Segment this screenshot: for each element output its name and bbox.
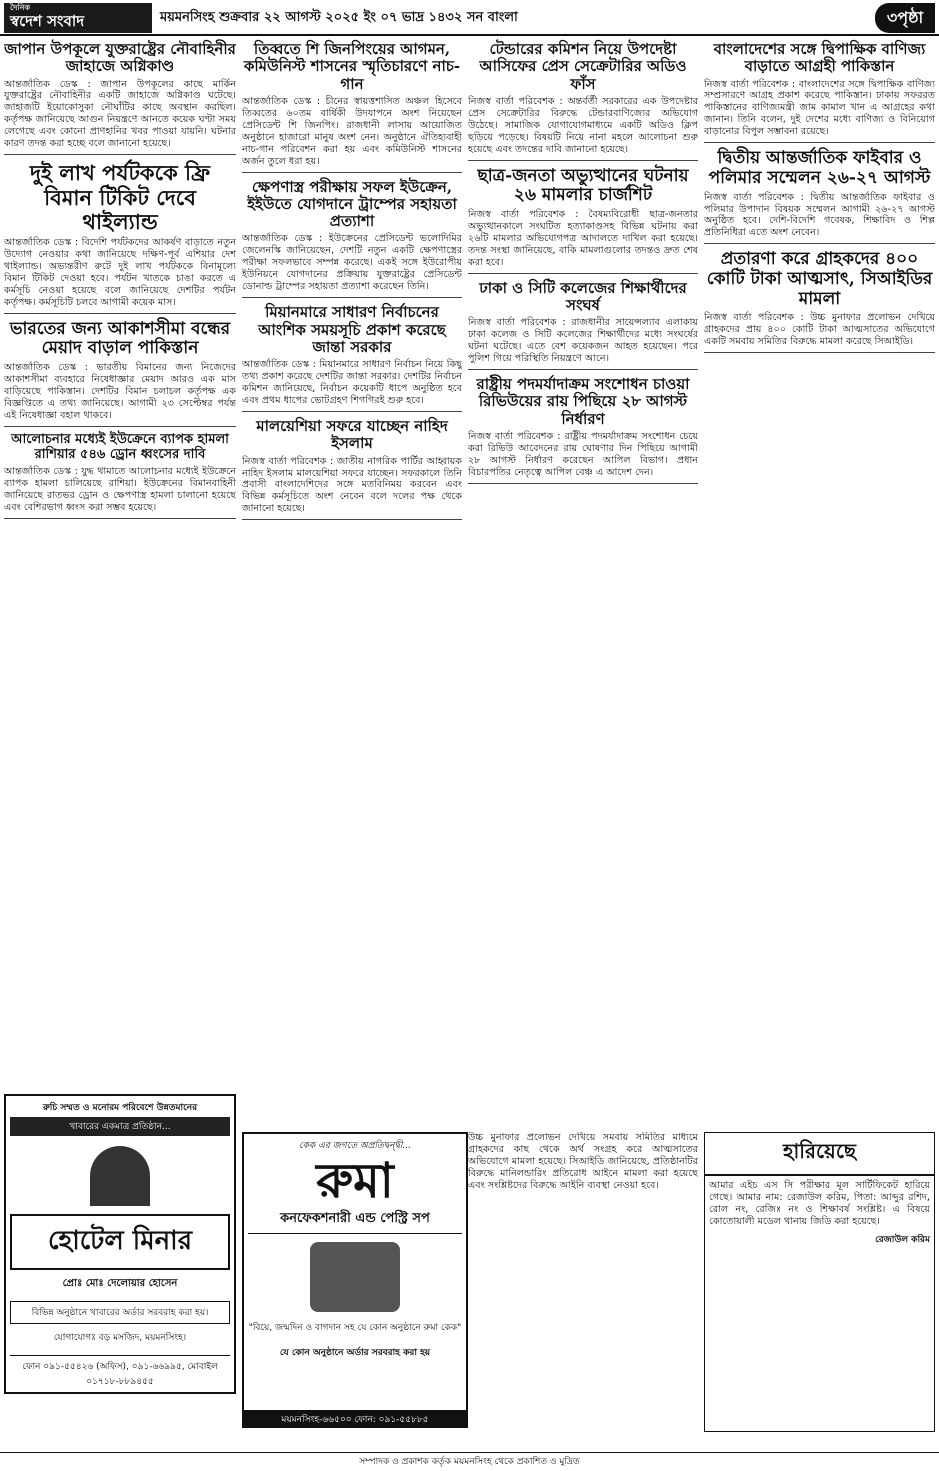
article[interactable]: [704, 38, 935, 143]
masthead: [0, 0, 939, 36]
article[interactable]: [468, 277, 698, 370]
headline: বাংলাদেশের সঙ্গে দ্বিপাক্ষিক বাণিজ্য বাড়াতে আগ্রহী পাকিস্তান: [713, 40, 926, 76]
hotel-name: হোটেল মিনার: [10, 1214, 230, 1270]
ad-address: যোগাযোগঃ বড় মসজিদ, ময়মনসিংহ।: [53, 1333, 187, 1343]
article[interactable]: [4, 158, 236, 313]
cake-image: [310, 1242, 400, 1312]
lost-signature: রেজাউল করিম: [875, 1234, 930, 1245]
article[interactable]: [242, 301, 462, 412]
hotel-advertisement[interactable]: [4, 1094, 236, 1394]
article-body: নিজস্ব বার্তা পরিবেশক : রাষ্ট্রীয় পদমর্যাদাক্রম সংশোধন চেয়ে করা রিভিউ আবেদনের রায় ঘোষণার দিন পিছিয়ে আগামী ২৮ আগস্ট নির্ধারণ করেছেন আপিল বিভাগ। প্রধান বিচারপতির নেতৃত্বে আপিল বেঞ্চ এ আদেশ দেন।: [468, 430, 698, 478]
article[interactable]: [468, 164, 698, 274]
newspaper-logo: [4, 3, 152, 33]
article-body: আন্তর্জাতিক ডেস্ক : ভারতীয় বিমানের জন্য নিজেদের আকাশসীমা ব্যবহারে নিষেধাজ্ঞার মেয়াদ আরও এক মাস বাড়িয়েছে পাকিস্তান। দেশটির বিমান চলাচল কর্তৃপক্ষ এক বিজ্ঞপ্তিতে এ তথ্য জানিয়েছে। আগামী ২৩ সেপ্টেম্বর পর্যন্ত এই নিষেধাজ্ঞা বহাল থাকবে।: [4, 361, 236, 421]
date-line: ময়মনসিংহ শুক্রবার ২২ আগস্ট ২০২৫ ইং ০৭ ভাদ্র ১৪৩২ সন বাংলা: [160, 10, 518, 25]
headline: টেন্ডারের কমিশন নিয়ে উপদেষ্টা আসিফের প্রেস সেক্রেটারির অডিও ফাঁস: [479, 40, 687, 93]
headline: মালয়েশিয়া সফরে যাচ্ছেন নাহিদ ইসলাম: [256, 417, 448, 453]
headline: আলোচনার মধ্যেই ইউক্রেনে ব্যাপক হামলা রাশিয়ার ৫৪৬ ড্রোন ধ্বংসের দাবি: [11, 431, 229, 462]
continued-article: [468, 1132, 698, 1462]
column-1: [4, 38, 236, 1090]
article[interactable]: [4, 317, 236, 427]
article-body: উচ্চ মুনাফার প্রলোভন দেখিয়ে সমবায় সমিতির মাধ্যমে গ্রাহকদের কাছ থেকে অর্থ সংগ্রহ করে আত্মসাতের অভিযোগে মামলা হয়েছে। সিআইডি জানিয়েছে, প্রতিষ্ঠানটির বিরুদ্ধে মানিলন্ডারিং প্রতিরোধ আইনে মামলা করা হয়েছে এবং সংশ্লিষ্টদের বিরুদ্ধে আইনি ব্যবস্থা নেওয়া হবে।: [468, 1132, 698, 1191]
headline: দুই লাখ পর্যটককে ফ্রি বিমান টিকিট দেবে থাইল্যান্ড: [30, 160, 210, 234]
article-body: আন্তর্জাতিক ডেস্ক : জাপান উপকূলের কাছে মার্কিন যুক্তরাষ্ট্রের নৌবাহিনীর একটি জাহাজে অগ্নিকাণ্ড ঘটেছে। জাহাজটি ইয়োকোসুকা নৌঘাঁটির কাছে অবস্থান করছিল। কর্তৃপক্ষ জানিয়েছে আগুন নিয়ন্ত্রণে আনতে কয়েক ঘণ্টা সময় লেগেছে এবং কোনো প্রাণহানির খবর পাওয়া যায়নি। ঘটনার কারণ তদন্ত করা হচ্ছে বলে জানানো হয়েছে।: [4, 78, 236, 150]
headline: ক্ষেপণাস্ত্র পরীক্ষায় সফল ইউক্রেন, ইইউতে যোগদানে ট্রাম্পের সহায়তা প্রত্যাশা: [247, 177, 457, 231]
column-4: [704, 38, 935, 1128]
shop-name: কনফেকশনারী এন্ড পেস্ট্রি সপ: [248, 1209, 462, 1234]
proprietor: প্রোঃ মোঃ দেলোয়ার হোসেন: [62, 1278, 178, 1289]
ad-phone: ফোন ০৯১-৫৫৪২৬ (অফিস), ০৯১-৬৬৯৯৫, মোবাইল ০১৭১৮-৮৮৯৪৫৫: [10, 1355, 230, 1389]
ad-tagline: কেক এর জগতে অপ্রতিদ্বন্দ্বী...: [298, 1141, 411, 1151]
ad-quote: "বিয়ে, জন্মদিন ও বাগদান সহ যে কোন অনুষ্ঠানে রুমা কেক": [248, 1323, 462, 1333]
article-body: আন্তর্জাতিক ডেস্ক : ইউক্রেনের প্রেসিডেন্ট ভলোদিমির জেলেনস্কি জানিয়েছেন, দেশটি নতুন একটি ক্ষেপণাস্ত্রের পরীক্ষা সফলভাবে সম্পন্ন করেছে। একই সঙ্গে ইউরোপীয় ইউনিয়নে যোগদানের প্রক্রিয়ায় যুক্তরাষ্ট্রের প্রেসিডেন্ট ডোনাল্ড ট্রাম্পের সহায়তা প্রত্যাশা করেছেন তিনি।: [242, 233, 462, 293]
article[interactable]: [704, 146, 935, 244]
article[interactable]: [242, 415, 462, 520]
article-body: আন্তর্জাতিক ডেস্ক : যুদ্ধ থামাতে আলোচনার মধ্যেই ইউক্রেনে ব্যাপক হামলা চালিয়েছে রাশিয়া। ইউক্রেনের বিমানবাহিনী জানিয়েছে রাতভর ড্রোন ও ক্ষেপণাস্ত্র হামলা চালানো হয়েছে এবং বেশিরভাগ ধ্বংস করা সম্ভব হয়েছে।: [4, 465, 236, 513]
article[interactable]: [468, 38, 698, 161]
mosque-dome-icon: [90, 1146, 150, 1206]
article[interactable]: [4, 38, 236, 155]
lost-notice[interactable]: [704, 1132, 935, 1432]
article-body: নিজস্ব বার্তা পরিবেশক : রাজধানীর সায়েন্সল্যাব এলাকায় ঢাকা কলেজ ও সিটি কলেজের শিক্ষার্থীদের মধ্যে সংঘর্ষের ঘটনা ঘটেছে। এতে বেশ কয়েকজন আহত হয়েছেন। পরে পুলিশ গিয়ে পরিস্থিতি নিয়ন্ত্রণে আনে।: [468, 317, 698, 365]
headline: জাপান উপকূলে যুক্তরাষ্ট্রের নৌবাহিনীর জাহাজে অগ্নিকাণ্ড: [4, 40, 236, 76]
headline: রাষ্ট্রীয় পদমর্যাদাক্রম সংশোধন চাওয়া রিভিউয়ের রায় পিছিয়ে ২৮ আগস্ট নির্ধারণ: [476, 375, 690, 428]
article-body: নিজস্ব বার্তা পরিবেশক : বৈষম্যবিরোধী ছাত্র-জনতার অভ্যুত্থানকালে সংঘটিত হত্যাকাণ্ডসহ বিভিন্ন ঘটনায় করা ২৬টি মামলার অভিযোগপত্র আদালতে দাখিল করা হয়েছে। তদন্ত সংস্থা জানিয়েছে, বাকি মামলাগুলোর তদন্তও দ্রুত শেষ করা হবে।: [468, 208, 698, 268]
footer: সম্পাদক ও প্রকাশক কর্তৃক ময়মনসিংহ থেকে প্রকাশিত ও মুদ্রিত: [0, 1452, 939, 1470]
ad-contact-strip: ময়মনসিংহ-৬৬৫০০ ফোন: ০৯১-৫৫৮৮৫: [242, 1412, 468, 1428]
lost-body: আমার এইচ এস সি পরীক্ষার মূল সার্টিফিকেট হারিয়ে গেছে। আমার নাম: রেজাউল করিম, পিতা: আব্দুর রশিদ, রোল নং, রেজিঃ নং ও শিক্ষাবর্ষ সংশ্লিষ্ট। এ বিষয়ে কোতোয়ালী মডেল থানায় জিডি করা হয়েছে।: [709, 1180, 930, 1227]
article-body: নিজস্ব বার্তা পরিবেশক : অন্তর্বর্তী সরকারের এক উপদেষ্টার প্রেস সেক্রেটারির বিরুদ্ধে টেন্ডারবাণিজ্যের অভিযোগ উঠেছে। সামাজিক যোগাযোগমাধ্যমে একটি অডিও ক্লিপ ছড়িয়ে পড়েছে। বিষয়টি নিয়ে নানা মহলে আলোচনা শুরু হয়েছে এবং তদন্তের দাবি জানানো হয়েছে।: [468, 95, 698, 155]
headline: দ্বিতীয় আন্তর্জাতিক ফাইবার ও পলিমার সম্মেলন ২৬-২৭ আগস্ট: [708, 148, 931, 188]
headline: ভারতের জন্য আকাশসীমা বন্ধের মেয়াদ বাড়াল পাকিস্তান: [9, 318, 231, 359]
article-body: নিজস্ব বার্তা পরিবেশক : জাতীয় নাগরিক পার্টির আহ্বায়ক নাহিদ ইসলাম মালয়েশিয়া সফরে যাচ্ছেন। সফরকালে তিনি প্রবাসী বাংলাদেশিদের সঙ্গে মতবিনিময় করবেন এবং বিভিন্ন কর্মসূচিতে অংশ নেবেন বলে দলের পক্ষ থেকে জানানো হয়েছে।: [242, 455, 462, 515]
logo-small: দৈনিক: [10, 2, 31, 12]
article[interactable]: [242, 38, 462, 173]
headline: ছাত্র-জনতা অভ্যুত্থানের ঘটনায় ২৬ মামলার চার্জশিট: [477, 165, 689, 206]
column-3: [468, 38, 698, 1128]
ad-note: বিভিন্ন অনুষ্ঠানে খাবারের অর্ডার সরবরাহ করা হয়।: [10, 1301, 230, 1324]
headline: ঢাকা ও সিটি কলেজের শিক্ষার্থীদের সংঘর্ষ: [479, 278, 687, 314]
page-number: ৩পৃষ্ঠা: [875, 3, 935, 33]
ruma-advertisement[interactable]: [242, 1132, 468, 1412]
headline: মিয়ানমারে সাধারণ নির্বাচনের আংশিক সময়সূচি প্রকাশ করেছে জান্তা সরকার: [258, 303, 446, 356]
article-body: নিজস্ব বার্তা পরিবেশক : উচ্চ মুনাফার প্রলোভন দেখিয়ে গ্রাহকদের প্রায় ৪০০ কোটি টাকা আত্মসাতের অভিযোগে একটি সমবায় সমিতির বিরুদ্ধে মামলা করেছে সিআইডি।: [704, 312, 935, 348]
logo-text: স্বদেশ সংবাদ: [10, 12, 85, 30]
article[interactable]: [468, 373, 698, 484]
article[interactable]: [242, 176, 462, 299]
column-2: [242, 38, 462, 1128]
article[interactable]: [704, 247, 935, 353]
ad-tagline-2: খাবারের একমাত্র প্রতিষ্ঠান...: [10, 1117, 230, 1136]
headline: প্রতারণা করে গ্রাহকদের ৪০০ কোটি টাকা আত্মসাৎ, সিআইডির মামলা: [706, 249, 933, 309]
lost-title: হারিয়েছে: [705, 1133, 934, 1176]
article-body: নিজস্ব বার্তা পরিবেশক : বাংলাদেশের সঙ্গে দ্বিপাক্ষিক বাণিজ্য সম্প্রসারণে আগ্রহ প্রকাশ করেছে পাকিস্তান। ঢাকায় সফররত পাকিস্তানের বাণিজ্যমন্ত্রী জাম কামাল খান এ আগ্রহের কথা জানান। তিনি বলেন, দুই দেশের মধ্যে বাণিজ্য ও বিনিয়োগ বাড়ানোর বিপুল সম্ভাবনা রয়েছে।: [704, 78, 935, 138]
ad-order-note: যে কোন অনুষ্ঠানে অর্ডার সরবরাহ করা হয়: [279, 1348, 431, 1358]
article[interactable]: [4, 430, 236, 519]
article-body: আন্তর্জাতিক ডেস্ক : মিয়ানমারে সাধারণ নির্বাচন নিয়ে কিছু তথ্য প্রকাশ করেছে দেশটির জান্তা সরকার। দেশটির নির্বাচন কমিশন জানিয়েছে, নির্বাচন কয়েকটি ধাপে অনুষ্ঠিত হবে এবং প্রথম ধাপের ভোটগ্রহণ শিগগিরই শুরু হবে।: [242, 359, 462, 407]
article-body: আন্তর্জাতিক ডেস্ক : চীনের স্বায়ত্তশাসিত অঞ্চল হিসেবে তিব্বতের ৬০তম বার্ষিকী উদযাপনে অংশ নিয়েছেন প্রেসিডেন্ট শি জিনপিং। রাজধানী লাসায় আয়োজিত অনুষ্ঠানে হাজারো মানুষ অংশ নেন। অনুষ্ঠানে ঐতিহ্যবাহী নাচ-গান পরিবেশন করা হয় এবং কমিউনিস্ট শাসনের অর্জন তুলে ধরা হয়।: [242, 95, 462, 167]
headline: তিব্বতে শি জিনপিংয়ের আগমন, কমিউনিস্ট শাসনের স্মৃতিচারণে নাচ-গান: [243, 40, 461, 93]
article-body: নিজস্ব বার্তা পরিবেশক : দ্বিতীয় আন্তর্জাতিক ফাইবার ও পলিমার উপাদান বিষয়ক সম্মেলন আগামী ২৬-২৭ আগস্ট অনুষ্ঠিত হবে। দেশি-বিদেশি গবেষক, শিক্ষাবিদ ও শিল্প প্রতিনিধিরা এতে অংশ নেবেন।: [704, 191, 935, 239]
ruma-logo: রুমা: [316, 1153, 394, 1209]
article-body: আন্তর্জাতিক ডেস্ক : বিদেশি পর্যটকদের আকর্ষণ বাড়াতে নতুন উদ্যোগ নেওয়ার কথা জানিয়েছে দক্ষিণ-পূর্ব এশিয়ার দেশ থাইল্যান্ড। অভ্যন্তরীণ রুটে দুই লাখ পর্যটককে বিনামূল্যে বিমান টিকিট দেওয়া হবে। পর্যটন খাতকে চাঙা করতে এ কর্মসূচি নেওয়া হয়েছে বলে জানিয়েছে দেশটির পর্যটন কর্তৃপক্ষ। কর্মসূচিটি চলবে আগামী কয়েক মাস।: [4, 236, 236, 308]
ad-tagline: রুচি সম্মত ও মনোরম পরিবেশে উন্নতমানের: [42, 1103, 198, 1113]
